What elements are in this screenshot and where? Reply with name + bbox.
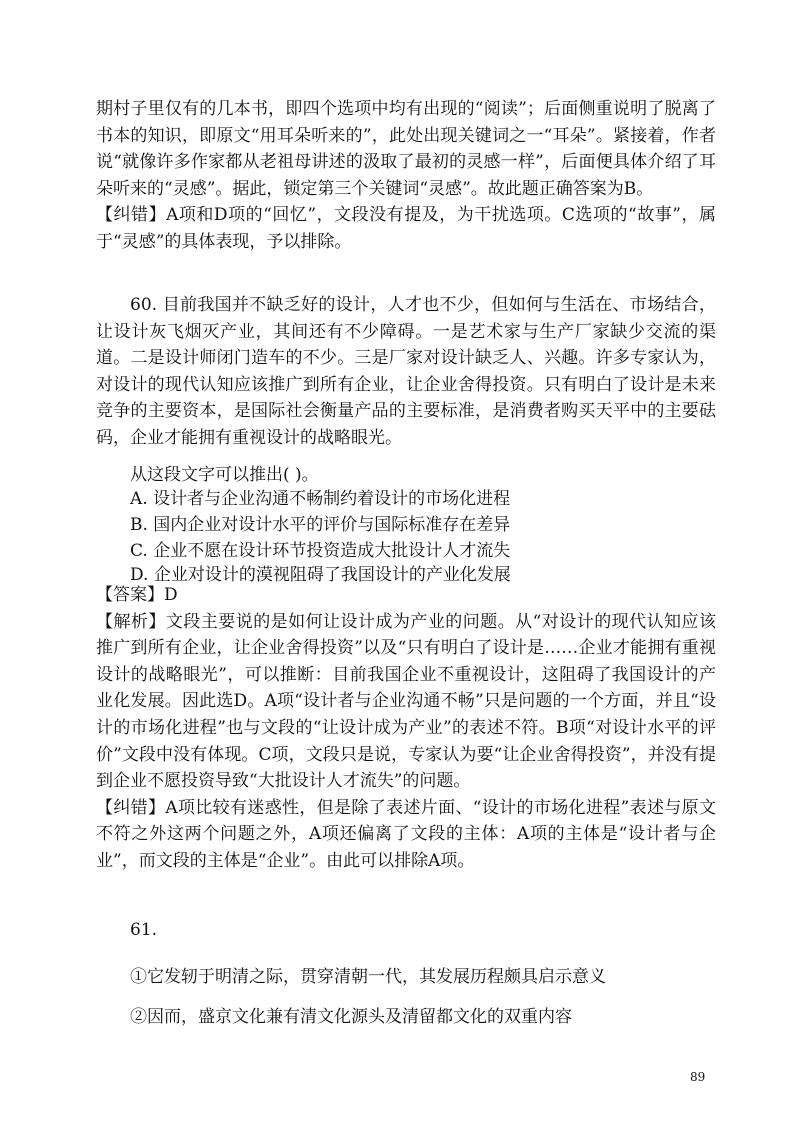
option-a: A. 设计者与企业沟通不畅制约着设计的市场化进程: [130, 489, 511, 509]
question-60-answer-block: [96, 582, 716, 875]
question-60-prompt: 从这段文字可以推出( )。: [130, 465, 319, 485]
option-d: D. 企业对设计的漠视阻碍了我国设计的产业化发展: [130, 565, 511, 585]
question-61-item-1: ①它发轫于明清之际，贯穿清朝一代，其发展历程颇具启示意义: [130, 967, 606, 987]
question-60-stem: 60. 目前我国并不缺乏好的设计，人才也不少，但如何与生活在、市场结合，让设计灰飞烟灭产业，其间还有不少障碍。一是艺术家与生产厂家缺少交流的渠道。二是设计师闭门造车的不少。三是厂家对设计缺乏人、兴趣。许多专家认为，对设计的现代认知应该推广到所有企业，让企业舍得投资。只有明白了设计是未来竞争的主要资本，是国际社会衡量产品的主要标准，是消费者购买天平中的主要砝码，企业才能拥有重视设计的战略眼光。: [96, 295, 716, 448]
previous-analysis-block: [96, 96, 716, 256]
option-c: C. 企业不愿在设计环节投资造成大批设计人才流失: [130, 541, 511, 561]
question-61-item-2: ②因而，盛京文化兼有清文化源头及清留都文化的双重内容: [130, 1007, 572, 1027]
answer-label: 【答案】D: [96, 585, 178, 605]
analysis-paragraph: 【解析】文段主要说的是如何让设计成为产业的问题。从“对设计的现代认知应该推广到所有企业，让企业舍得投资”以及“只有明白了设计是……企业才能拥有重视设计的战略眼光”，可以推断：目前我国企业不重视设计，这阻碍了我国设计的产业化发展。因此选D。A项“设计者与企业沟通不畅”只是问题的一个方面，并且“设计的市场化进程”也与文段的“让设计成为产业”的表述不符。B项“对设计水平的评价”文段中没有体现。C项，文段只是说，专家认为要“让企业舍得投资”，并没有提到企业不愿投资导致“大批设计人才流失”的问题。: [96, 611, 716, 792]
option-b: B. 国内企业对设计水平的评价与国际标准存在差异: [130, 515, 511, 535]
question-60-stem-block: [96, 292, 716, 452]
previous-correction-paragraph: 【纠错】A项和D项的“回忆”，文段没有提及，为干扰选项。C选项的“故事”，属于“灵感”的具体表现，予以排除。: [96, 205, 716, 252]
correction-paragraph: 【纠错】A项比较有迷惑性，但是除了表述片面、“设计的市场化进程”表述与原文不符之外这两个问题之外，A项还偏离了文段的主体：A项的主体是“设计者与企业”，而文段的主体是“企业”。由此可以排除A项。: [96, 797, 716, 871]
question-61-number: 61.: [130, 920, 158, 940]
page-number: 89: [690, 1070, 706, 1084]
previous-analysis-paragraph: 期村子里仅有的几本书，即四个选项中均有出现的“阅读”；后面侧重说明了脱离了书本的知识，即原文“用耳朵听来的”，此处出现关键词之一“耳朵”。紧接着，作者说“就像许多作家都从老祖母讲述的汲取了最初的灵感一样”，后面便具体介绍了耳朵听来的“灵感”。据此，锁定第三个关键词“灵感”。故此题正确答案为B。: [96, 99, 716, 199]
